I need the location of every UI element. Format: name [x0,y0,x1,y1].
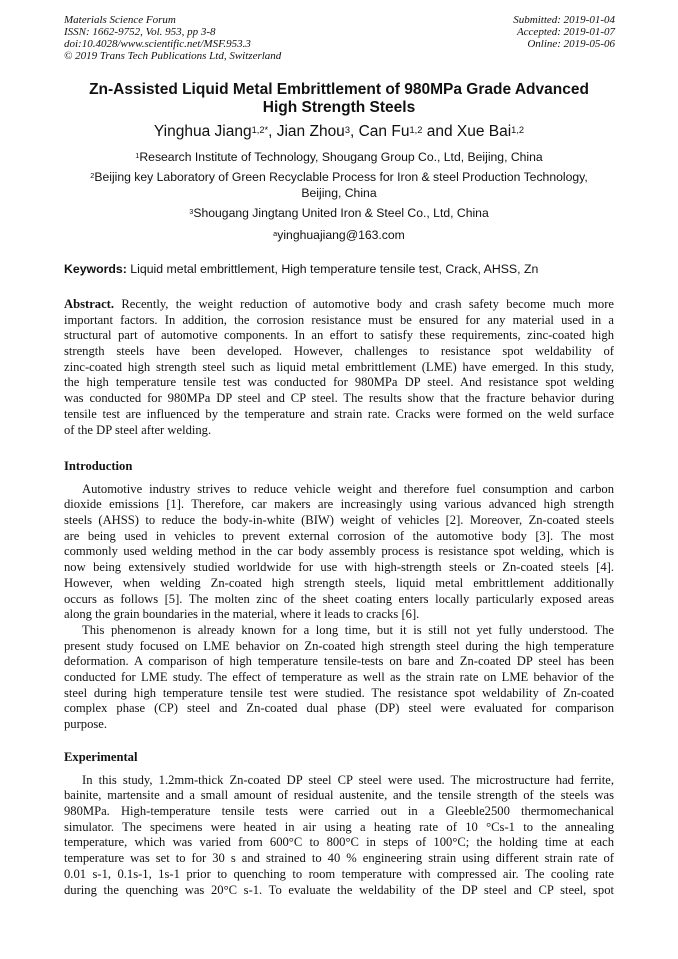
paragraph-line: during the quenching was 20°C s-1. To evaluate the weldability of the DP steel and CP steel, spot [64,882,614,897]
paragraph-line: along the grain boundaries in the material, where it leads to cracks [6]. [64,607,420,622]
paragraph-line: In this study, 1.2mm-thick Zn-coated DP steel CP steel were used. The microstructure had ferrite, [82,772,614,787]
paragraph-line: 0.01 s-1, 0.1s-1, 1s-1 prior to quenching to room temperature with compressed air. The cooling rate [64,866,614,881]
author-separator: and [422,123,457,140]
abstract-line: of the DP steel after welding. [64,422,212,437]
date-line: Online: 2019-05-06 [527,38,615,50]
paper-title [60,81,618,117]
section-heading: Introduction [64,459,133,473]
paragraph-line: steels (AHSS) to reduce the body-in-white (BIW) weight of vehicles [2]. Moreover, Zn-coated steels [64,513,614,528]
paragraph-line: deformation. A comparison of high temperature tensile-tests on bare and Zn-coated DP steel has been [64,654,614,669]
experimental-section [64,750,614,898]
paragraph-line: present study focused on LME behavior on Zn-coated high strength steel during the high temperature [64,638,614,653]
author-affiliation-marker: 1,2* [251,125,269,136]
journal-line: © 2019 Trans Tech Publications Ltd, Switzerland [64,50,282,62]
title-line: Zn-Assisted Liquid Metal Embrittlement of 980MPa Grade Advanced [89,81,589,98]
introduction-section [64,459,614,733]
affiliation-1: $^1$Research Institute of Technology, Shougang Group Co., Ltd, Beijing, China [135,150,543,164]
paragraph-line: now being extensively studied worldwide for use with high-strength steels or Zn-coated steels [4]. [64,560,614,575]
paragraph-line: steel during high temperature tensile test were studied. The resistance spot weldability of Zn-coated [64,685,614,700]
paragraph-line: are being used in vehicles to prevent external corrosion of the automotive body [3]. The most [64,528,614,543]
journal-info [64,14,281,62]
author-email[interactable]: $^a$yinghuajiang@163.com [273,228,405,242]
abstract-line [64,297,614,313]
journal-line: doi:10.4028/www.scientific.net/MSF.953.3 [64,38,251,50]
author-affiliation-marker: 3 [344,125,350,136]
paragraph-line: 980MPa. High-temperature tensile tests were carried out in a Gleeble2500 thermomechanical [64,804,614,819]
paragraph-line: purpose. [64,717,108,732]
author-list [60,123,618,141]
author-affiliation-marker: 1,2 [511,125,525,136]
paragraph-line: However, when welding Zn-coated high strength steels, liquid metal embrittlement additionally [64,575,614,590]
author-affiliation-marker: 1,2 [409,125,423,136]
abstract-line: strength steels have been developed. However, challenges to resistance spot weldability of [64,344,614,359]
abstract-line: important factors. In addition, the corrosion resistance must be ensured for any material used in a [64,312,614,327]
keywords: Keywords: Liquid metal embrittlement, High temperature tensile test, Crack, AHSS, Zn [64,262,539,276]
abstract-line: was conducted for 980MPa DP steel and CP steel. The results show that the fracture behavior during [64,391,614,406]
title-line: High Strength Steels [262,99,416,116]
paragraph-line: dioxide emissions [1]. Therefore, car makers are increasingly using various advanced high strength [64,497,614,512]
abstract-line: zinc-coated high strength steel such as liquid metal embrittlement (LME) have emerged. In this study, [64,359,614,374]
paragraph-line: bainite, martensite and a small amount of residual austenite, and the tensile strength of the steels was [64,788,614,803]
abstract-line: tensile test are influenced by the temperature and strain rate. Cracks were formed on the weld surface [64,406,614,421]
author-name: Yinghua Jiang [153,123,252,140]
paragraph-line: commonly used welding method in the car body assembly process is resistance spot welding, which is [64,544,614,559]
affiliation-2: $^2$Beijing key Laboratory of Green Recyclable Process for Iron & steel Production Technology, Beijing, China [90,170,588,200]
abstract-label: Abstract. [64,297,115,311]
paragraph-line: temperature was set to for 30 s and strained to 40 % engineering strain using different strain rate of [64,851,614,866]
abstract [64,297,614,438]
abstract-text: Recently, the weight reduction of automotive body and crash safety become much more [114,297,614,311]
paragraph-line: simulator. The specimens were heated in air using a heating rate of 10 °Cs-1 to the annealing [64,819,614,834]
paragraph-line: conducted for LME study. The effect of temperature as well as the strain rate on LME behavior of the [64,669,614,684]
abstract-line: the high temperature tensile test was conducted for 980MPa DP steel. And resistance spot welding [64,375,614,390]
author-name: Xue Bai [456,123,512,140]
author-name: Jian Zhou [276,123,345,140]
affiliation-3: $^3$Shougang Jingtang United Iron & Steel Co., Ltd, China [189,206,489,220]
journal-line: ISSN: 1662-9752, Vol. 953, pp 3-8 [64,26,216,38]
paragraph-line: This phenomenon is already known for a long time, but it is still not yet fully understood. The [82,622,614,637]
date-line: Submitted: 2019-01-04 [513,14,615,26]
paragraph-line: temperature, which was varied from 600°C to 800°C in steps of 100°C; the holding time at each [64,835,614,850]
author-separator: , [268,123,277,140]
abstract-line: structural part of automotive components. In an effort to satisfy these requirements, zinc-coated high [64,328,614,343]
author-name: Can Fu [358,123,410,140]
date-line: Accepted: 2019-01-07 [516,26,615,38]
journal-line: Materials Science Forum [64,14,176,26]
paragraph-line: occurs as follows [5]. The molten zinc of the sheet coating enters locally particularly exposed areas [64,591,614,606]
paragraph-line: complex phase (CP) steel and Zn-coated dual phase (DP) steel were evaluated for comparison [64,701,614,716]
submission-dates [513,14,615,50]
section-heading: Experimental [64,750,138,764]
author-separator: , [349,123,359,140]
paragraph-line: Automotive industry strives to reduce vehicle weight and therefore fuel consumption and carbon [82,481,614,496]
